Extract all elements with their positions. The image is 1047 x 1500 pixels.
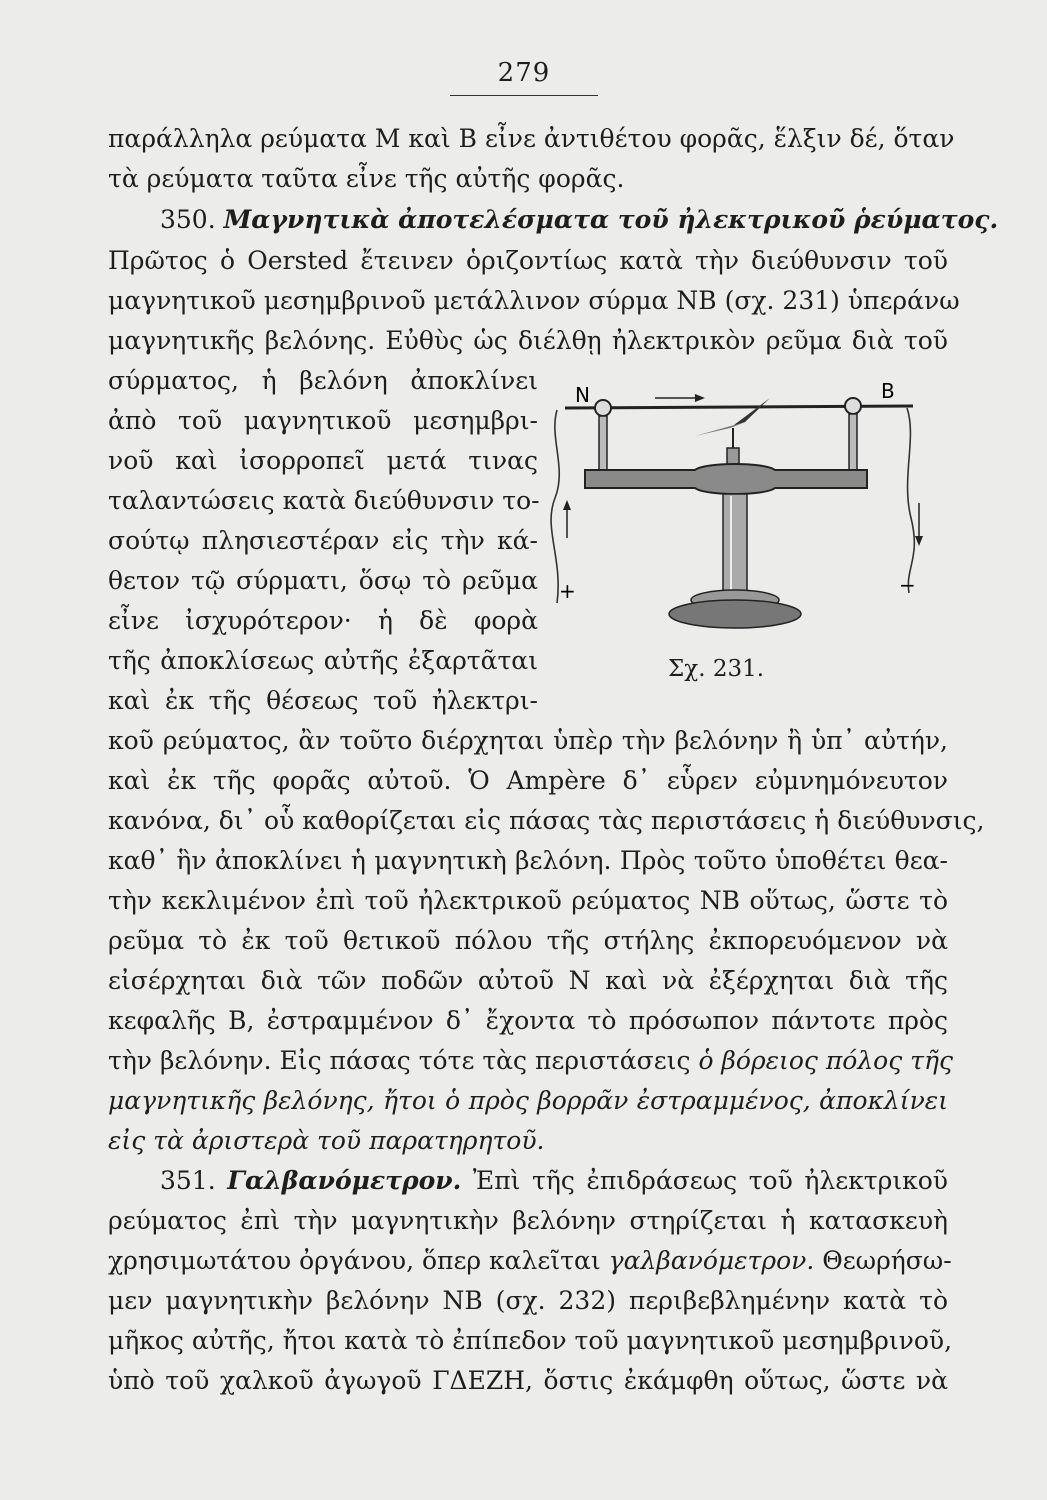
text-line: ρεῦμα τὸ ἐκ τοῦ θετικοῦ πόλου τῆς στήλης ἐκπορευόμενον νὰ	[108, 926, 948, 955]
text-span: τὴν βελόνην. Εἰς πάσας τότε τὰς περιστάσεις	[108, 1046, 691, 1075]
section-number: 350.	[160, 205, 216, 234]
left-terminal	[595, 400, 611, 416]
text-line: κανόνα, δι᾽ οὗ καθορίζεται εἰς πάσας τὰς περιστάσεις ἡ διεύθυνσις,	[108, 806, 985, 835]
label-b: B	[881, 379, 895, 403]
text-line: μαγνητικοῦ μεσημβρινοῦ μετάλλινον σύρμα ΝΒ (σχ. 231) ὑπεράνω	[108, 286, 960, 315]
figure-caption: Σχ. 231.	[668, 656, 765, 682]
italic-span: ὁ βόρειος πόλος τῆς	[698, 1046, 953, 1075]
text-line: μαγνητικῆς βελόνης, ἤτοι ὁ πρὸς βορρᾶν ἐστραμμένος, ἀποκλίνει	[108, 1086, 948, 1115]
left-wire	[551, 410, 559, 603]
text-line: μῆκος αὐτῆς, ἤτοι κατὰ τὸ ἐπίπεδον τοῦ μαγνητικοῦ μεσημβρινοῦ,	[108, 1326, 953, 1355]
text-line: ταλαντώσεις κατὰ διεύθυνσιν το-	[108, 486, 540, 515]
text-line: τῆς ἀποκλίσεως αὐτῆς ἐξαρτᾶται	[108, 646, 538, 675]
text-line: μαγνητικῆς βελόνης. Εὐθὺς ὡς διέλθῃ ἠλεκτρικὸν ρεῦμα διὰ τοῦ	[108, 326, 948, 355]
text-line: εἰς τὰ ἀριστερὰ τοῦ παρατηρητοῦ.	[108, 1126, 545, 1155]
text-span: Θεωρήσω-	[822, 1246, 952, 1275]
magnetic-needle	[730, 398, 770, 428]
section-350-heading	[160, 203, 999, 237]
header-rule	[450, 95, 598, 96]
text-line: Πρῶτος ὁ Oersted ἔτεινεν ὁριζοντίως κατὰ τὴν διεύθυνσιν τοῦ	[108, 246, 948, 275]
right-terminal	[845, 398, 861, 414]
section-title: Μαγνητικὰ ἀποτελέσματα τοῦ ἠλεκτρικοῦ ῥεύματος.	[223, 205, 999, 234]
text-line	[108, 1244, 952, 1278]
text-line: καὶ ἐκ τῆς φορᾶς αὐτοῦ. Ὁ Ampère δ᾽ εὗρεν εὐμνημόνευτον	[108, 766, 948, 795]
text-line: σύρματος, ἡ βελόνη ἀποκλίνει	[108, 366, 538, 395]
section-title: Γαλβανόμετρον.	[227, 1166, 462, 1195]
text-line: καθ᾽ ἣν ἀποκλίνει ἡ μαγνητικὴ βελόνη. Πρὸς τοῦτο ὑποθέτει θεα-	[108, 846, 948, 875]
text-line: σούτῳ πλησιεστέραν εἰς τὴν κά-	[108, 526, 538, 555]
right-post	[849, 414, 857, 476]
text-line: κοῦ ρεύματος, ἂν τοῦτο διέρχηται ὑπὲρ τὴν βελόνην ἢ ὑπ᾽ αὐτήν,	[108, 726, 948, 755]
page-number: 279	[497, 58, 551, 88]
text-line	[108, 1044, 953, 1078]
text-line: εἶνε ἰσχυρότερον· ἡ δὲ φορὰ	[108, 606, 538, 635]
left-post	[599, 416, 607, 476]
text-line: εἰσέρχηται διὰ τῶν ποδῶν αὐτοῦ Ν καὶ νὰ ἐξέρχηται διὰ τῆς	[108, 966, 948, 995]
label-n: N	[575, 383, 590, 407]
text-line: ρεύματος ἐπὶ τὴν μαγνητικὴν βελόνην στηρίζεται ἡ κατασκευὴ	[108, 1206, 948, 1235]
text-line: ἀπὸ τοῦ μαγνητικοῦ μεσημβρι-	[108, 406, 538, 435]
text-line: καὶ ἐκ τῆς θέσεως τοῦ ἠλεκτρι-	[108, 686, 538, 715]
italic-span: γαλβανόμετρον.	[608, 1246, 815, 1275]
crossbar	[585, 464, 867, 494]
text-span: Ἐπὶ τῆς ἐπιδράσεως τοῦ ἠλεκτρικοῦ	[472, 1166, 948, 1195]
stand-column	[723, 494, 747, 592]
text-line: μεν μαγνητικὴν βελόνην ΝΒ (σχ. 232) περιβεβλημένην κατὰ τὸ	[108, 1286, 948, 1315]
text-line: θετον τῷ σύρματι, ὅσῳ τὸ ρεῦμα	[108, 566, 538, 595]
section-number: 351.	[160, 1166, 216, 1195]
section-351-heading	[160, 1164, 948, 1198]
right-wire	[907, 408, 914, 593]
stand-base	[669, 600, 801, 628]
text-span: χρησιμωτάτου ὀργάνου, ὅπερ καλεῖται	[108, 1246, 601, 1275]
oersted-apparatus-figure	[545, 378, 935, 638]
text-line: κεφαλῆς Β, ἐστραμμένον δ᾽ ἔχοντα τὸ πρόσωπον πάντοτε πρὸς	[108, 1006, 948, 1035]
text-line: τὰ ρεύματα ταῦτα εἶνε τῆς αὐτῆς φορᾶς.	[108, 164, 625, 193]
text-line: ὑπὸ τοῦ χαλκοῦ ἀγωγοῦ ΓΔΕΖΗ, ὅστις ἐκάμφθη οὕτως, ὥστε νὰ	[108, 1366, 948, 1395]
text-line: παράλληλα ρεύματα Μ καὶ Β εἶνε ἀντιθέτου φορᾶς, ἕλξιν δέ, ὅταν	[108, 124, 955, 153]
label-plus: +	[559, 579, 576, 603]
label-minus: −	[899, 573, 916, 597]
text-line: τὴν κεκλιμένον ἐπὶ τοῦ ἠλεκτρικοῦ ρεύματος ΝΒ οὕτως, ὥστε τὸ	[108, 886, 948, 915]
text-line: νοῦ καὶ ἰσορροπεῖ μετά τινας	[108, 446, 538, 475]
